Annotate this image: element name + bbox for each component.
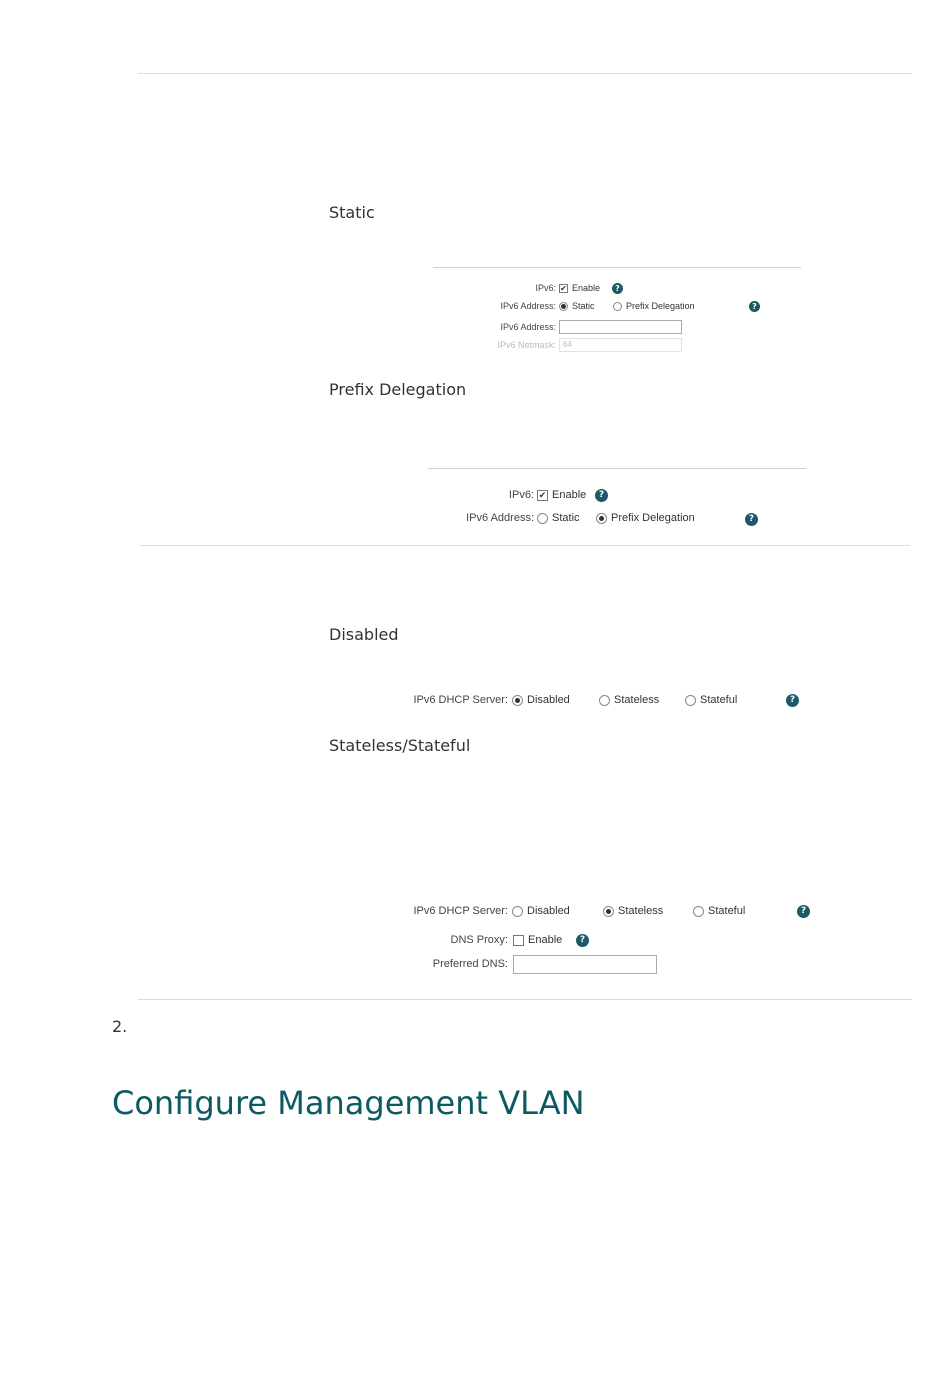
- ipv6-enable-label: Enable: [552, 489, 587, 501]
- radio-dhcp-disabled-label: Disabled: [527, 694, 570, 706]
- radio-dhcp-stateful[interactable]: [693, 905, 745, 917]
- radio-unselected-icon: [599, 695, 610, 706]
- dhcp-server-label: IPv6 DHCP Server:: [413, 694, 508, 706]
- section-heading: Configure Management VLAN: [112, 1084, 585, 1122]
- help-icon[interactable]: ?: [595, 489, 608, 502]
- help-icon[interactable]: ?: [749, 301, 760, 312]
- radio-dhcp-stateful-label: Stateful: [700, 694, 738, 706]
- subheading-prefix-delegation: Prefix Delegation: [329, 380, 467, 399]
- radio-prefix-label: Prefix Delegation: [626, 301, 695, 311]
- preferred-dns-label: Preferred DNS:: [432, 958, 508, 970]
- section-divider-bottom: [138, 999, 912, 1000]
- help-icon[interactable]: ?: [576, 934, 589, 947]
- radio-selected-icon: [596, 513, 607, 524]
- dhcp-server-label: IPv6 DHCP Server:: [413, 905, 508, 917]
- radio-selected-icon: [512, 695, 523, 706]
- dns-proxy-label: DNS Proxy:: [450, 934, 508, 946]
- radio-dhcp-disabled-label: Disabled: [527, 905, 570, 917]
- ipv6-enable-label: Enable: [572, 283, 601, 293]
- checkbox-unchecked-icon: [513, 935, 524, 946]
- ipv6-label: IPv6:: [508, 489, 534, 501]
- radio-dhcp-stateful[interactable]: [685, 694, 737, 706]
- radio-prefix-delegation[interactable]: [613, 301, 695, 311]
- radio-unselected-icon: [693, 906, 704, 917]
- help-icon[interactable]: ?: [786, 694, 799, 707]
- radio-static[interactable]: [537, 512, 580, 524]
- figure-rule-static: [433, 267, 801, 268]
- ipv6-netmask-input: 64: [559, 338, 682, 352]
- radio-dhcp-disabled[interactable]: [512, 694, 570, 706]
- subheading-disabled: Disabled: [329, 625, 399, 644]
- radio-selected-icon: [603, 906, 614, 917]
- ipv6-label: IPv6:: [535, 283, 556, 293]
- radio-dhcp-stateful-label: Stateful: [708, 905, 746, 917]
- ipv6-address-input[interactable]: [559, 320, 682, 334]
- section-divider-middle: [140, 545, 910, 546]
- ipv6-address-type-label: IPv6 Address:: [500, 301, 556, 311]
- ipv6-address-type-label: IPv6 Address:: [466, 512, 534, 524]
- radio-dhcp-stateless-label: Stateless: [614, 694, 660, 706]
- radio-static-label: Static: [572, 301, 595, 311]
- subheading-static: Static: [329, 203, 375, 222]
- radio-dhcp-stateless[interactable]: [599, 694, 659, 706]
- ipv6-address-label: IPv6 Address:: [500, 322, 556, 332]
- figure-rule-prefix: [428, 468, 806, 469]
- dns-proxy-enable-label: Enable: [528, 934, 563, 946]
- section-divider-top: [138, 73, 912, 74]
- preferred-dns-input[interactable]: [513, 955, 657, 974]
- radio-static-label: Static: [552, 512, 580, 524]
- ipv6-netmask-label: IPv6 Netmask:: [497, 340, 556, 350]
- dns-proxy-enable-checkbox[interactable]: [513, 934, 562, 946]
- radio-unselected-icon: [613, 302, 622, 311]
- radio-unselected-icon: [512, 906, 523, 917]
- help-icon[interactable]: ?: [745, 513, 758, 526]
- help-icon[interactable]: ?: [612, 283, 623, 294]
- radio-selected-icon: [559, 302, 568, 311]
- checkbox-checked-icon: ✔: [538, 489, 547, 500]
- radio-prefix-label: Prefix Delegation: [611, 512, 695, 524]
- ipv6-enable-checkbox[interactable]: [537, 489, 586, 501]
- radio-prefix-delegation[interactable]: [596, 512, 695, 524]
- radio-unselected-icon: [537, 513, 548, 524]
- radio-unselected-icon: [685, 695, 696, 706]
- step-number: 2.: [112, 1017, 128, 1036]
- checkbox-checked-icon: ✔: [560, 283, 567, 293]
- help-icon[interactable]: ?: [797, 905, 810, 918]
- radio-dhcp-stateless[interactable]: [603, 905, 663, 917]
- ipv6-enable-checkbox[interactable]: [559, 283, 600, 293]
- subheading-stateless-stateful: Stateless/Stateful: [329, 736, 471, 755]
- radio-static[interactable]: [559, 301, 595, 311]
- radio-dhcp-disabled[interactable]: [512, 905, 570, 917]
- radio-dhcp-stateless-label: Stateless: [618, 905, 664, 917]
